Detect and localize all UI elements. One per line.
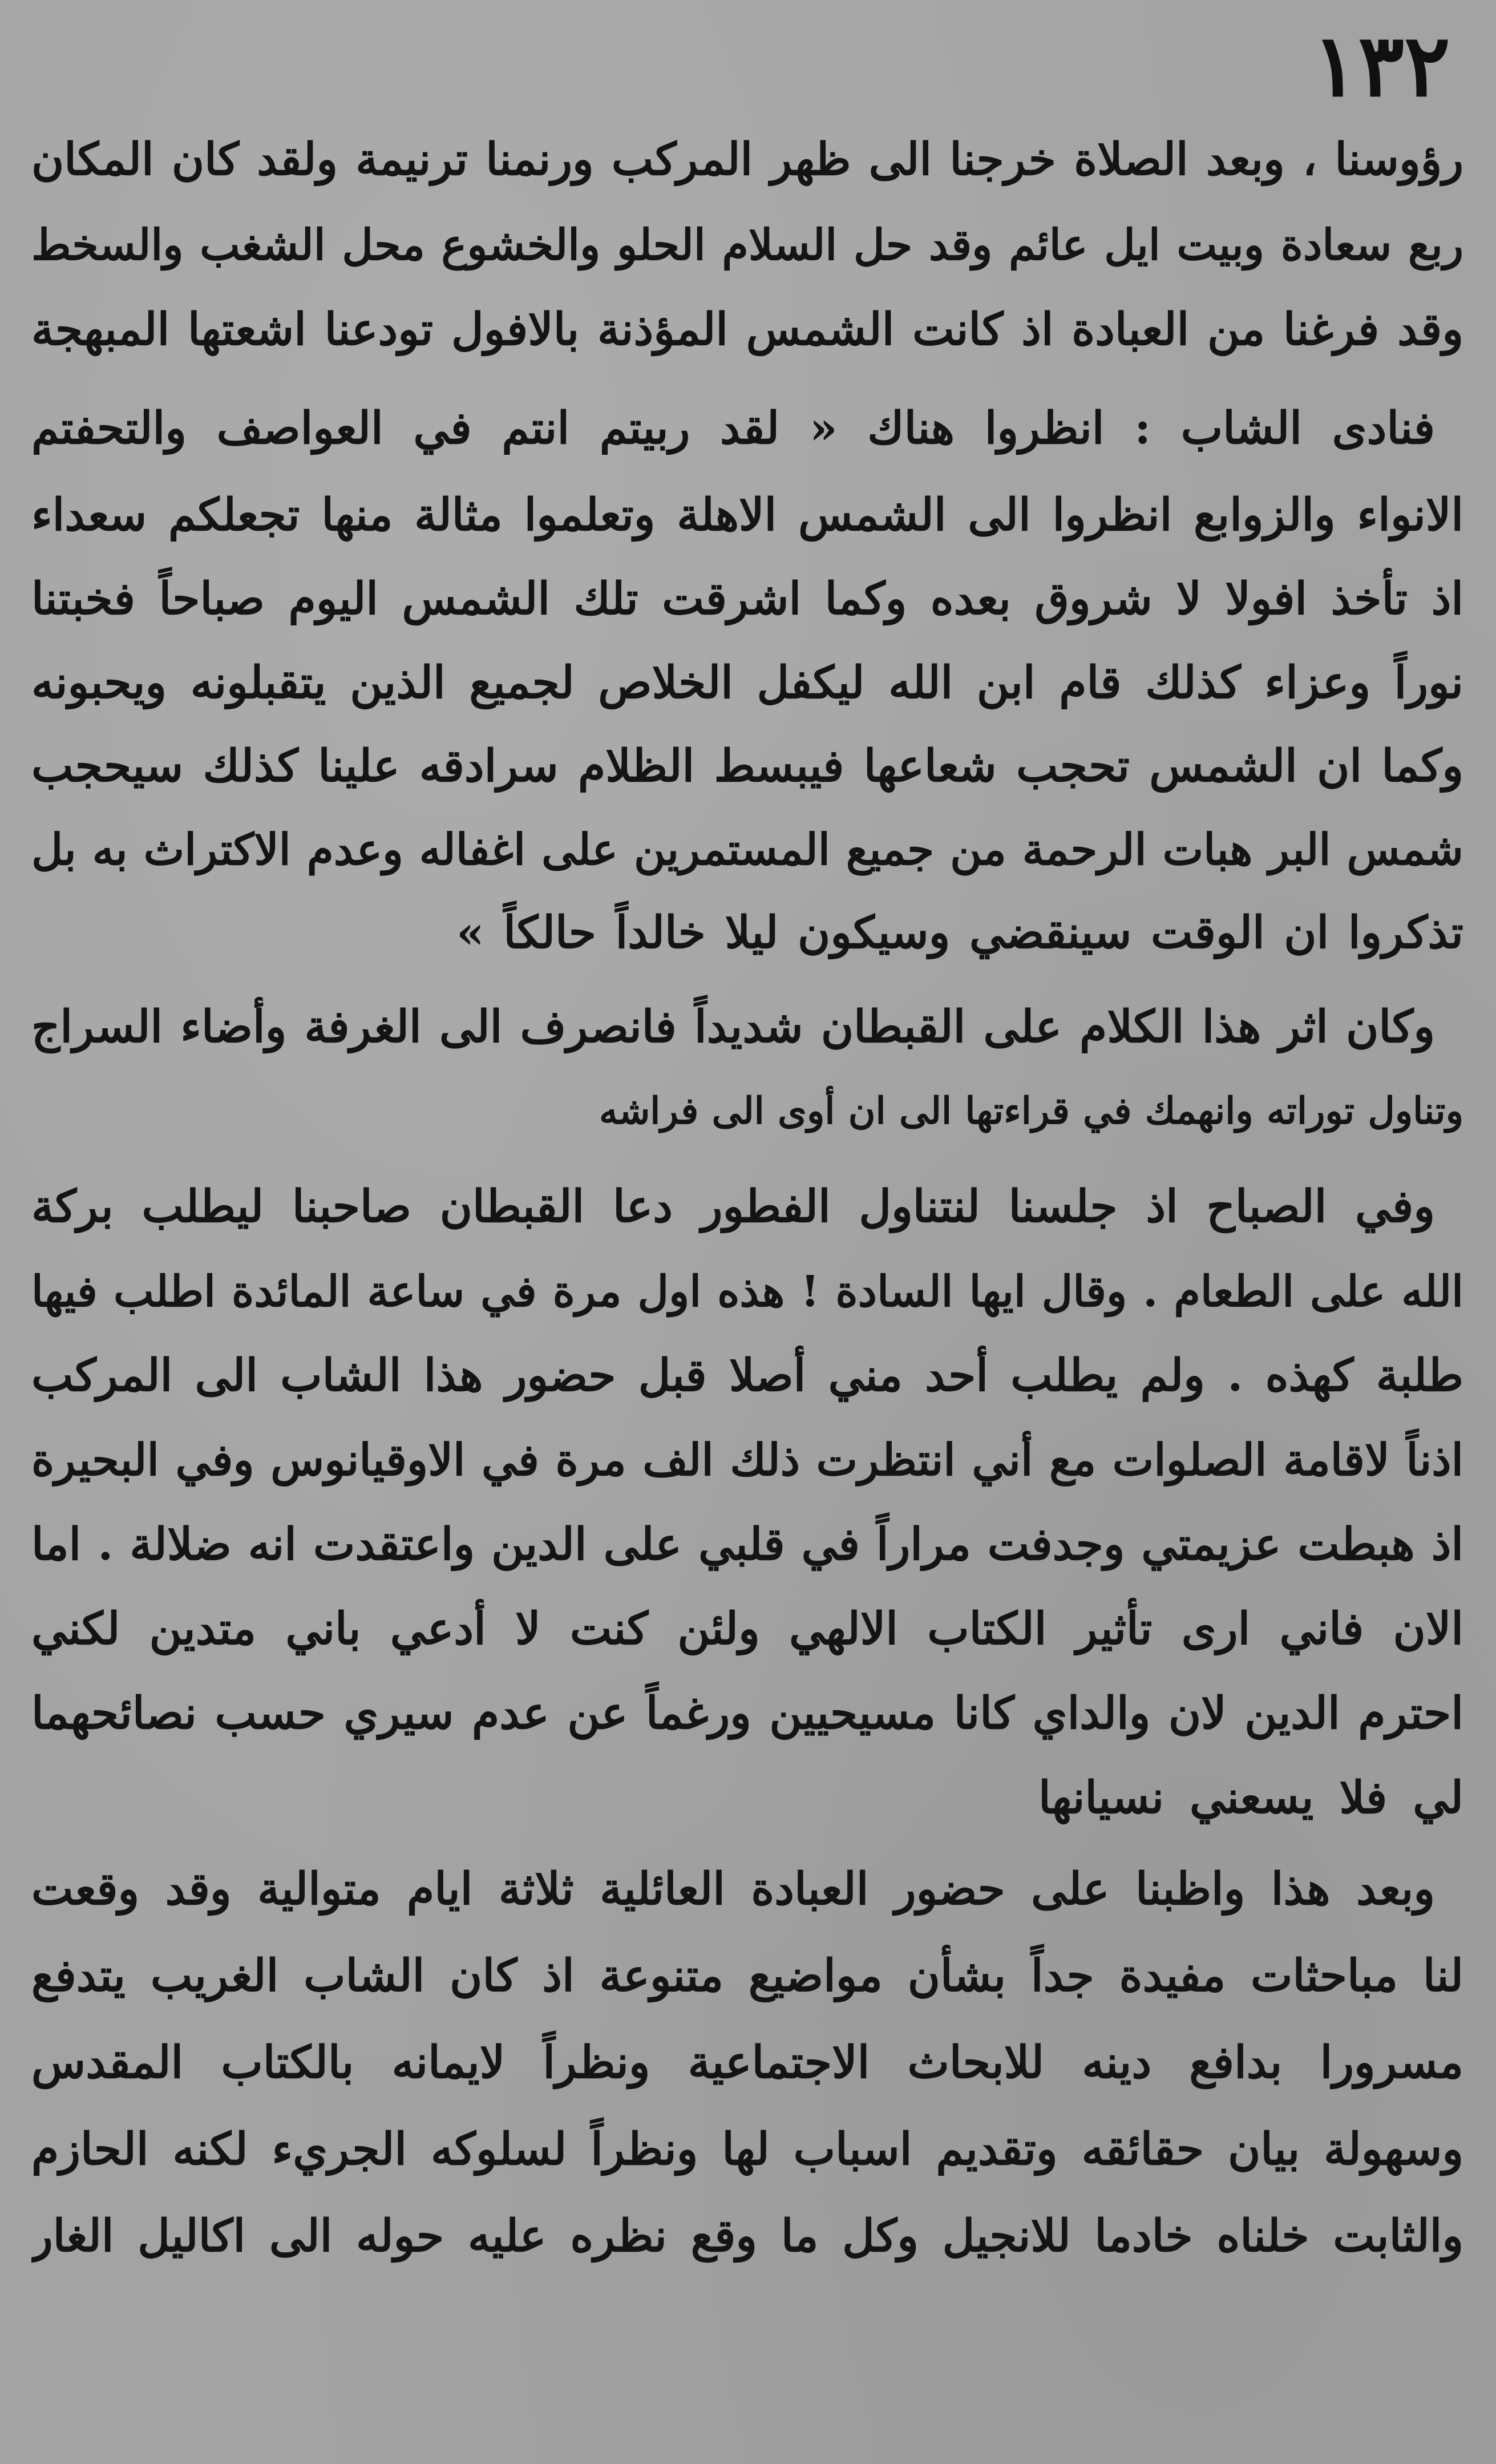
text-line: الله على الطعام . وقال ايها السادة ! هذه اول مرة في ساعة المائدة اطلب فيها [31,1266,1463,1316]
text-line: وكان اثر هذا الكلام على القبطان شديداً فانصرف الى الغرفة وأضاء السراج [31,1001,1435,1053]
text-line: الانواء والزوابع انظروا الى الشمس الاهلة وتعلموا مثالة منها تجعلكم سعداء [31,489,1463,541]
text-line: رؤوسنا ، وبعد الصلاة خرجنا الى ظهر المركب ورنمنا ترنيمة ولقد كان المكان [31,134,1463,185]
text-line: تذكروا ان الوقت سينقضي وسيكون ليلا خالداً حالكاً » [456,907,1463,959]
text-line: اذ هبطت عزيمتي وجدفت مراراً في قلبي على الدين واعتقدت انه ضلالة . اما [31,1518,1463,1570]
text-line: اذ تأخذ افولا لا شروق بعده وكما اشرقت تلك الشمس اليوم صباحاً فخبتنا [31,573,1463,625]
text-line: شمس البر هبات الرحمة من جميع المستمرين على اغفاله وعدم الاكتراث به بل [31,824,1463,875]
text-line: وفي الصباح اذ جلسنا لنتناول الفطور دعا القبطان صاحبنا ليطلب بركة [31,1181,1435,1233]
text-line: فنادى الشاب : انظروا هناك « لقد ربيتم انتم في العواصف والتحفتم [31,402,1435,454]
text-line: لي فلا يسعني نسيانها [1038,1772,1463,1824]
text-line: طلبة كهذه . ولم يطلب أحد مني أصلا قبل حضور هذا الشاب الى المركب [31,1350,1463,1401]
page-number: ١٣٢ [1312,15,1450,116]
text-line: وقد فرغنا من العبادة اذ كانت الشمس المؤذنة بالافول تودعنا اشعتها المبهجة [31,304,1463,356]
text-line: نوراً وعزاء كذلك قام ابن الله ليكفل الخلاص لجميع الذين يتقبلونه ويحبونه [31,657,1463,709]
text-line: اذناً لاقامة الصلوات مع أني انتظرت ذلك الف مرة في الاوقيانوس وفي البحيرة [31,1435,1463,1486]
text-line: وكما ان الشمس تحجب شعاعها فيبسط الظلام سرادقه علينا كذلك سيحجب [31,740,1463,792]
text-line: وسهولة بيان حقائقه وتقديم اسباب لها ونظراً لسلوكه الجريء لكنه الحازم [31,2123,1463,2175]
text-line: الان فاني ارى تأثير الكتاب الالهي ولئن كنت لا أدعي باني متدين لكني [31,1603,1463,1655]
text-line: لنا مباحثات مفيدة جداً بشأن مواضيع متنوعة اذ كان الشاب الغريب يتدفع [31,1950,1463,2002]
text-line: وبعد هذا واظبنا على حضور العبادة العائلية ثلاثة ايام متوالية وقد وقعت [31,1863,1435,1915]
text-line: ربع سعادة وبيت ايل عائم وقد حل السلام الحلو والخشوع محل الشغب والسخط [31,220,1463,270]
text-line: والثابت خلناه خادما للانجيل وكل ما وقع نظره عليه حوله الى اكاليل الغار [31,2210,1463,2262]
text-line: احترم الدين لان والداي كانا مسيحيين ورغماً عن عدم سيري حسب نصائحهما [31,1687,1463,1739]
text-line: مسرورا بدافع دينه للابحاث الاجتماعية ونظراً لايمانه بالكتاب المقدس [31,2037,1463,2089]
text-line: وتناول توراته وانهمك في قراءتها الى ان أوى الى فراشه [599,1089,1463,1133]
